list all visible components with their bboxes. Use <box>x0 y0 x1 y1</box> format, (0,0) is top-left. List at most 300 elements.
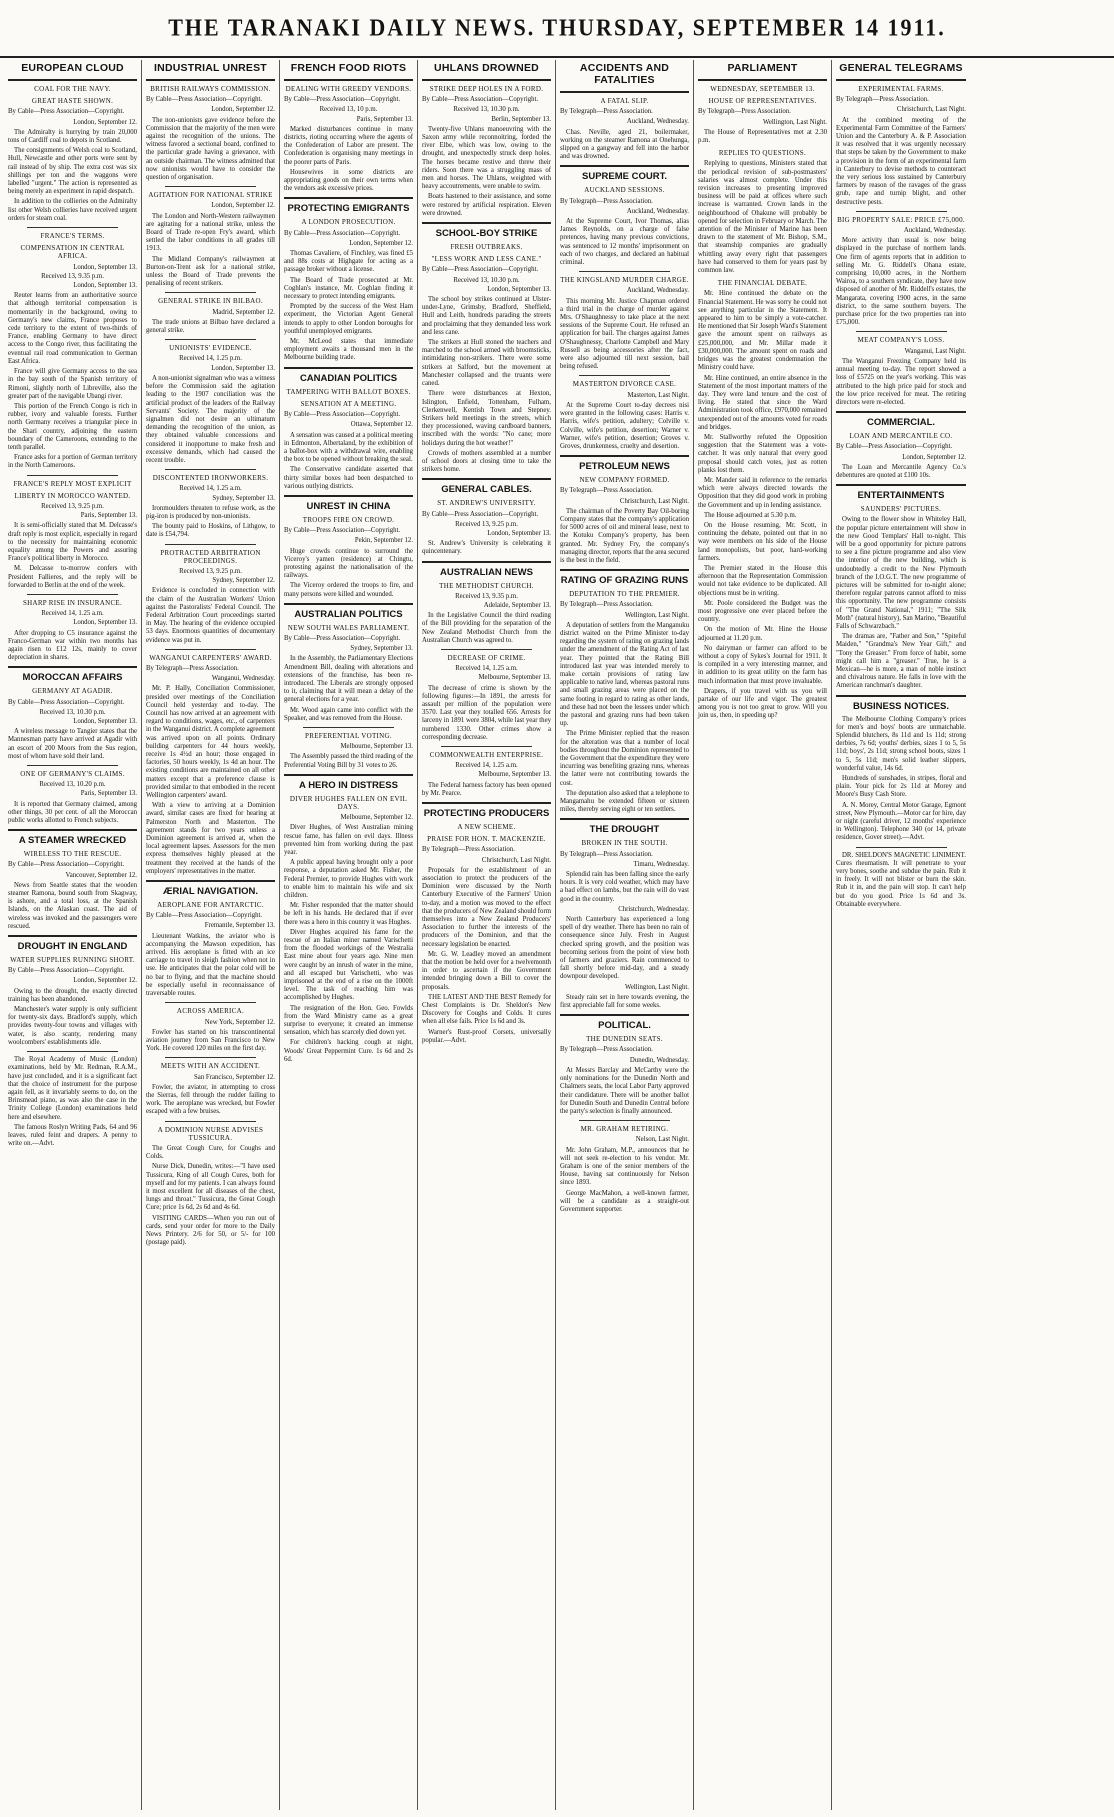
article-paragraph: Mr. Wood again came into conflict with the Speaker, and was removed from the House. <box>284 706 413 722</box>
sub-heading: THE DUNEDIN SEATS. <box>586 1035 663 1044</box>
section-heading: POLITICAL. <box>598 1020 651 1032</box>
dateline: Paris, September 13. <box>356 115 413 123</box>
article-paragraph: France will give Germany access to the sea in the bay south of the Spanish territory of Rimoni, slightly north of Libreville, also the greater part of the navigable Ubangi river. <box>8 368 137 400</box>
sub-heading: FRANCE'S TERMS. <box>40 232 105 241</box>
article-paragraph: The Conservative candidate asserted that thirty similar boxes had been despatched to various outlying districts. <box>284 466 413 490</box>
divider-rule <box>8 666 137 668</box>
article-paragraph: The bounty paid to Hoskins, of Lithgow, to date is £54,794. <box>146 523 275 539</box>
article-paragraph: The Melbourne Clothing Company's prices for men's and boys' boots are unmatchable. Splendid blutchers, 8s 11d and 1s 11d; strong derbies, 7s 6d; youths' derbies, sizes 1 to 5, 5s 11d; boys', 2s 11d; strong school boots, sizes 1 to 5, 5s 11d; men's solid leather slippers, wonderful value, 14s 6d. <box>836 715 966 772</box>
article-paragraph: Mr. Fisher responded that the matter should be left in his hands. He declared that if ever there was a hero in this country it was Hughes. <box>284 902 413 926</box>
received-line: Received 14, 1.25 a.m. <box>41 610 104 618</box>
sub-heading: FRESH OUTBREAKS. <box>450 243 523 252</box>
article-paragraph: The non-unionists gave evidence before the Commission that the majority of the men were against the recognition of the unions. The witness favored a sectional board, confined to the particular grade having a grievance, with an outside chairman. The witness admitted that now unionists would have to consider the question of organisation. <box>146 116 275 182</box>
article-paragraph: A deputation of settlers from the Manganuku district waited on the Prime Minister to-day regarding the system of rating on grazing lands under the amendment of the Rating Act of last year. They pointed that the Rating Bill introduced last year was intended merely to make certain provisions of rating law applicable to native land, whereas pastoral runs and small grazing areas were placed on the same footing in regard to rating as other lands, and these had not been the lessees under which the pastoral and grazing runs had been taken up. <box>560 621 689 728</box>
article-paragraph: The deputation also asked that a telephone to Mangamahu be extended fifteen or sixteen miles, thereby serving eight or ten settlers. <box>560 789 689 814</box>
dateline: London, September 13. <box>211 364 275 372</box>
dateline: Timaru, Wednesday. <box>633 860 689 868</box>
article-paragraph: With a view to arriving at a Dominion award, similar cases are fixed for hearing at Palmerston North and Masterton. The agreement stands for two years unless a Dominion agreement is arrived at, when the local agreement lapses. Assessors for the men express themselves highly pleased at the treatment they received at the hands of the employers' representatives in the matter. <box>146 802 275 875</box>
sub-heading: MASTERTON DIVORCE CASE. <box>572 380 677 389</box>
divider-rule <box>27 475 117 476</box>
section-heading: DROUGHT IN ENGLAND <box>17 941 128 953</box>
sub-heading: PROTRACTED ARBITRATION PROCEEDINGS. <box>160 548 261 565</box>
sub-heading: COMMONWEALTH ENTERPRISE. <box>429 751 544 759</box>
article-paragraph: Manchester's water supply is only sufficient for twenty-six days. Bradford's supply, which provides twenty-four towns and villages with water, is also scanty, rendering many woolcombers' establishments idle. <box>8 1006 137 1046</box>
section-heading: BUSINESS NOTICES. <box>852 700 950 712</box>
section-heading: A STEAMER WRECKED <box>18 835 127 847</box>
divider-rule <box>27 594 117 595</box>
article-paragraph: At Messrs Barclay and McCarthy were the only nominations for the Dunedin North and Chalmers seats, the local Labor Party approved their candidature. There will be another ballot for Dunedin South and Dunedin Central before the party's selection is finally announced. <box>560 1066 689 1115</box>
article-paragraph: Mr. Hine continued, an entire absence in the Statement of the most important matters of the day. They were land tenure and the cost of living. He stated that since the Ward Administration took office, £970,000 remained unexpended out of the amounts voted for roads and bridges. <box>698 374 827 431</box>
sub-heading: WANGANUI CARPENTERS' AWARD. <box>149 653 272 662</box>
article-paragraph: Prompted by the success of the West Ham experiment, the Victorian Agent General intends to apply to other London boroughs for youthful unemployed emigrants. <box>284 303 413 335</box>
divider-rule <box>165 339 255 340</box>
divider-rule <box>560 569 689 571</box>
article-paragraph: The London and North-Western railwaymen are agitating for a national strike, unless the Board of Trade re-open Fry's award, which settled the labor conditions in all grades till 1913. <box>146 212 275 253</box>
article-paragraph: France asks for a portion of German territory in the North Cameroons. <box>8 454 137 470</box>
sub-heading: ST. ANDREW'S UNIVERSITY. <box>437 499 536 508</box>
column-heading: FRENCH FOOD RIOTS <box>290 62 407 74</box>
sub-heading: ONE OF GERMANY'S CLAIMS. <box>20 770 125 779</box>
dateline: New York, September 12. <box>204 1018 275 1026</box>
article-paragraph: Mr. G. W. Leadley moved an amendment that the motion be held over for a twelvemonth in order to ascertain if the Government intended bringing down a Bill to cover the proposals. <box>422 950 551 991</box>
divider-rule <box>560 455 689 457</box>
column-3 <box>280 60 418 1810</box>
dateline: Wellington, Last Night. <box>624 983 689 991</box>
dateline: London, September 13. <box>487 529 551 537</box>
dateline: London, September 12. <box>902 453 966 461</box>
sub-heading: EXPERIMENTAL FARMS. <box>858 85 944 93</box>
sub-heading: SENSATION AT A MEETING. <box>300 399 397 408</box>
dateline: Ottawa, September 12. <box>350 421 413 429</box>
article-paragraph: Chas. Neville, aged 21, boilermaker, working on the steamer Ramona at Onehunga, slipped on a gangway and fell into the harbor and was drowned. <box>560 128 689 161</box>
dateline: London, September 12. <box>73 977 137 985</box>
article-paragraph: The House adjourned at 5.30 p.m. <box>704 511 797 519</box>
article-paragraph: Twenty-five Uhlans manoeuvring with the Saxon army while reconnoitring, forded the river Elbe, which was low, owing to the drought, and unexpectedly struck deep holes. The horses became restive and threw their riders. Soon there was a struggling mass of men and horses. The Uhlans, weighted with heavy accoutrements, were unable to swim. <box>422 125 551 191</box>
article-paragraph: At the combined meeting of the Experimental Farm Committee of the Farmers' Union and the Canterbury A. & P. Association it was resolved that it was urgently necessary that steps be taken by the Government to make a provision in the form of an experimental farm in Canterbury to devise methods to counteract the very serious loss sustained by Canterbury farmers by reason of the ravages of the grass grub, rape and turnip blight, and other destructive pests. <box>836 116 966 206</box>
sub-heading: DEALING WITH GREEDY VENDORS. <box>285 85 412 93</box>
dateline: London, September 12. <box>73 118 137 126</box>
received-line: Received 13, 9.35 p.m. <box>41 272 104 280</box>
article-paragraph: Evidence is concluded in connection with the claim of the Australian Workers' Union against the Pastoralists' Federal Council. The Federal Arbitration Court proceedings started in May. The hearing of the evidence occupied 53 days. Enormous quantities of documentary evidence was put in. <box>146 587 275 644</box>
byline: By Cable—Press Association—Copyright. <box>284 229 401 237</box>
divider-rule <box>441 649 531 650</box>
section-heading: PROTECTING EMIGRANTS <box>287 203 410 215</box>
article-paragraph: Replying to questions, Ministers stated that the periodical revision of sub-postmasters' salaries was almost complete. Under this revision increases to presenting improved business will be paid at offices where such increase is warranted. Crown lands in the neighbourhood of Ohakune will probably be opened for selection in February or March. The attention of the Minister of Marine has been drawn to the statement of Mr. Bishop, S.M., that steamship companies are gradually whittling away every right that passengers have had conserved to them for years past by common law. <box>698 160 827 275</box>
column-heading: ACCIDENTS AND FATALITIES <box>579 62 670 86</box>
divider-rule <box>579 271 669 272</box>
article-paragraph: The Royal Academy of Music (London) examinations, held by Mr. Redman, R.A.M., have just concluded, and it is a significant fact that the choice of instrument for the purpose again fell, as it invariably seems to do, on the Brinsmead piano, as was also the case in the Trinity College (London) examinations held here and elsewhere. <box>8 1056 137 1121</box>
section-heading: SUPREME COURT. <box>582 171 667 183</box>
sub-heading: SAUNDERS' PICTURES. <box>860 505 942 514</box>
article-paragraph: Mr. P. Hally, Conciliation Commissioner, presided over meetings of the Conciliation Council held yesterday and to-day. The Council has now arrived at an agreement with regard to conditions, wages, etc., of carpenters in the Wanganui district. A complete agreement was arrived upon on all points. Ordinary building carpenters for 44 hours weekly, receive 1s 4½d an hour; those engaged in factories, 50 hours weekly, 1s 4d an hour. The existing conditions are maintained on all other matters except that a preference clause is provided similar to that embodied in the recent Wellington carpenters' award. <box>146 685 275 800</box>
article-paragraph: THE LATEST AND THE BEST Remedy for Chest Complaints is Dr. Sheldon's New Discovery for Coughs and Colds. It cures when all else fails. Price 1s 6d and 3s. <box>422 993 551 1026</box>
byline: By Cable—Press Association—Copyright. <box>422 96 539 104</box>
dateline: San Francisco, September 12. <box>194 1073 275 1081</box>
article-paragraph: It is reported that Germany claimed, among other things, 30 per cent. of all the Moroccan public works allotted to French subjects. <box>8 800 137 825</box>
sub-heading: NEW COMPANY FORMED. <box>579 476 670 485</box>
sub-heading: LOAN AND MERCANTILE CO. <box>849 432 953 441</box>
divider-rule <box>165 186 255 187</box>
divider-rule <box>560 165 689 167</box>
article-paragraph: The Midland Company's railwaymen at Burton-on-Trent ask for a national strike, unless the Board of Trade prevents the penalising of recent strikers. <box>146 255 275 288</box>
byline: By Telegraph—Press Association. <box>422 846 515 854</box>
article-paragraph: Steady rain set in here towards evening, the first appreciable fall for some weeks. <box>560 993 689 1010</box>
divider-rule <box>284 197 413 199</box>
sub-heading: COAL FOR THE NAVY. <box>34 85 111 93</box>
article-paragraph: The Federal harness factory has been opened by Mr. Pearce. <box>422 781 551 797</box>
newspaper-columns <box>4 60 1110 1810</box>
dateline: London, September 12. <box>211 202 275 210</box>
dateline: London, September 13. <box>487 285 551 293</box>
article-paragraph: Owing to the drought, the exactly directed training has been abandoned. <box>8 987 137 1003</box>
dateline: Auckland, Wednesday. <box>626 207 689 215</box>
sub-heading: STRIKE DEEP HOLES IN A FORD. <box>429 85 544 93</box>
article-paragraph: The consignments of Welsh coal to Scotland, Hull, Newcastle and other ports were sent by rail instead of by ship. The extra cost was six shillings per ton and the waggons were labelled "urgent." The action is represented as being merely an experiment in rapid despatch. <box>8 147 137 196</box>
article-paragraph: No dairyman or farmer can afford to be without a copy of Sykes's Journal for 1911. It is compiled in a very interesting manner, and in addition to its great utility on the farm has much information that must prove invaluable. <box>698 644 827 685</box>
dateline: Auckland, Wednesday. <box>903 227 966 235</box>
article-paragraph: Mr. Mander said in reference to the remarks which were always directed towards the Opposition that they did good work in probing the Government and up in lending assistance. <box>698 476 827 509</box>
dateline: Christchurch, Last Night. <box>896 106 966 114</box>
article-paragraph: DR. SHELDON'S MAGNETIC LINIMENT. Cures rheumatism. It will penetrate to your very bones, soothe and subdue the pain. Rub it in freely. It will not blister or burn the skin. Rub it in, and the pain will stop. It can't help but do you good. Price 1s 6d and 3s. Obtainable everywhere. <box>836 851 966 908</box>
sub-heading: HOUSE OF REPRESENTATIVES. <box>708 97 817 106</box>
sub-heading: A FATAL SLIP. <box>600 97 649 105</box>
article-paragraph: The Wanganui Freezing Company held its annual meeting to-day. The report showed a loss of £5725 on the year's working. This was attributed to the high price paid for stock and the low price received for meat. The retiring directors were re-elected. <box>836 357 966 406</box>
dateline: Auckland, Wednesday. <box>626 287 689 295</box>
sub-heading: DEPUTATION TO THE PREMIER. <box>569 590 680 599</box>
heading-rule <box>146 79 275 81</box>
divider-rule <box>27 765 117 766</box>
section-heading: PROTECTING PRODUCERS <box>423 808 550 820</box>
sub-heading: FRANCE'S REPLY MOST EXPLICIT <box>13 479 132 488</box>
divider-rule <box>422 561 551 563</box>
dateline: Paris, September 13. <box>80 790 137 798</box>
sub-heading: A NEW SCHEME. <box>457 823 516 832</box>
received-line: Received 14, 1.25 a.m. <box>179 485 242 493</box>
sub-heading: MEAT COMPANY'S LOSS. <box>857 336 945 345</box>
dateline: Wanganui, Wednesday. <box>211 675 275 683</box>
divider-rule <box>579 1120 669 1121</box>
sub-heading: THE FINANCIAL DEBATE. <box>717 279 808 288</box>
byline: By Cable—Press Association—Copyright. <box>284 634 401 642</box>
byline: By Cable—Press Association—Copyright. <box>284 96 401 104</box>
divider-rule <box>303 727 393 728</box>
article-paragraph: The Premier stated in the House this afternoon that the Representation Commission would not take evidence to be duplicated. All objections must be in writing. <box>698 564 827 597</box>
article-paragraph: The strikers at Hull stoned the teachers and marched to the school armed with broomsticks, intimidating non-strikers. There were some strikers at Salford, but the movement at Manchester collapsed and the truants were caned. <box>422 339 551 388</box>
heading-rule <box>8 79 137 81</box>
article-paragraph: For children's hacking cough at night, Woods' Great Peppermint Cure. 1s 6d and 2s 6d. <box>284 1039 413 1063</box>
article-paragraph: The decrease of crime is shown by the following figures:—In 1891, the arrests for assault per million of the population were 3570. Last year they totalled 656. Arrests for larceny in 1891 were 3804, while last year they numbered 1330. Other crimes show a corresponding decrease. <box>422 684 551 741</box>
article-paragraph: More activity than usual is now being displayed in the purchase of northern lands. One firm of agents reports that in addition to selling Mr. G. Riddell's Ohana estate, comprising 10,000 acres, in the Northern Wairoa, to a southern syndicate, they have now disposed of another of Mr. Riddell's estates, the Mangarata, covering 1900 acres, in the same district, to the same southern buyers. The purchase price for the two properties ran into £75,000. <box>836 237 966 327</box>
divider-rule <box>836 695 966 697</box>
article-paragraph: This portion of the French Congo is rich in rubber, ivory and valuable forests. Further north Germany receives a triangular piece in the Shari country, adjoining the eastern boundary of the Cameroons, extending to the tenth parallel. <box>8 402 137 451</box>
section-heading: UNREST IN CHINA <box>306 500 391 512</box>
divider-rule <box>560 1014 689 1016</box>
dateline: Vancouver, September 12. <box>65 871 137 879</box>
dateline: Melbourne, September 13. <box>478 674 551 682</box>
article-paragraph: Warner's Rust-proof Corsets, universally popular.—Advt. <box>422 1028 551 1044</box>
divider-rule <box>284 495 413 497</box>
dateline: Wellington, Last Night. <box>762 118 827 126</box>
sub-heading: AEROPLANE FOR ANTARCTIC. <box>157 901 264 910</box>
dateline: Melbourne, September 13. <box>340 743 413 751</box>
sub-heading: ACROSS AMERICA. <box>176 1007 245 1016</box>
article-paragraph: The House of Representatives met at 2.30 p.m. <box>698 128 827 145</box>
divider-rule <box>8 829 137 831</box>
article-paragraph: The Admiralty is hurrying by train 20,000 tons of Cardiff coal to depots in Scotland. <box>8 128 137 145</box>
received-line: Received 13, 9.25 p.m. <box>41 502 104 510</box>
divider-rule <box>165 649 255 650</box>
article-paragraph: Drapers, if you travel with us you will partake of our life and vigor. The greatest among you is not too great to grow. Will you join us, then, in speeding up? <box>698 687 827 720</box>
article-paragraph: In the Assembly, the Parliamentary Elections Amendment Bill, dealing with alterations and extensions of the franchise, has been re-introduced. The Liberals are strongly opposed to it, claiming that it will mean a delay of the general elections for a year. <box>284 655 413 704</box>
byline: By Cable—Press Association—Copyright. <box>422 510 539 518</box>
article-paragraph: Lieutenant Watkins, the aviator who is accompanying the Mawson expedition, has arrived. His aeroplane is fitted with an ice carriage to travel in sleigh fashion when not in use. He anticipates that the polar cold will be no bar to flying, and that the machine should be especially useful in reconnaissance of traversable routes. <box>146 932 275 998</box>
dateline: Berlin, September 13. <box>491 115 551 123</box>
sub-heading: UNIONISTS' EVIDENCE. <box>169 344 252 353</box>
byline: By Cable—Press Association—Copyright. <box>8 108 125 116</box>
column-7 <box>832 60 970 1810</box>
section-heading: AUSTRALIAN NEWS <box>440 566 533 578</box>
divider-rule <box>422 802 551 804</box>
dateline: Adelaide, September 13. <box>483 601 551 609</box>
sub-heading: BIG PROPERTY SALE: PRICE £75,000. <box>837 215 965 224</box>
dateline: Christchurch, Last Night. <box>619 497 689 505</box>
sub-heading: "LESS WORK AND LESS CANE." <box>431 255 542 264</box>
divider-rule <box>284 603 413 605</box>
received-line: Received 13, 9.25 p.m. <box>455 520 518 528</box>
article-paragraph: After dropping to C5 insurance against the Franco-German war within two months has again risen to £12 12s, mainly to cover depreciation in shares. <box>8 629 137 662</box>
newspaper-title: THE TARANAKI DAILY NEWS. THURSDAY, SEPTEMBER 14 1911. <box>168 13 946 42</box>
dateline: Masterton, Last Night. <box>627 391 689 399</box>
section-heading: MOROCCAN AFFAIRS <box>22 672 123 684</box>
sub-heading: LIBERTY IN MOROCCO WANTED. <box>14 491 131 500</box>
divider-rule <box>8 935 137 937</box>
column-5 <box>556 60 694 1810</box>
divider-rule <box>579 375 669 376</box>
divider-rule <box>560 818 689 820</box>
article-paragraph: North Canterbury has experienced a long spell of dry weather. There has been no rain of consequence since July. Fresh in August checked spring growth, and the position was becoming serious from the point of view both of farmers and graziers. Rain commenced to fall shortly before mid-day, and a steady downpour developed. <box>560 916 689 981</box>
article-paragraph: Nurse Dick, Dunedin, writes:—"I have used Tussicura, King of all Cough Cures, both for myself and for my patients. I can always found it most excellent for all diseases of the chest, lungs and throat." Tussicura, the Great Cough Cure; price 1s 6d, 2s 6d and 4s 6d. <box>146 1163 275 1212</box>
article-paragraph: The Board of Trade prosecuted at Mr. Coghlan's instance, Mr. Coghlan finding it necessary to protect intending emigrants. <box>284 276 413 301</box>
divider-rule <box>165 1057 255 1058</box>
heading-rule <box>422 79 551 81</box>
divider-rule <box>856 211 947 212</box>
dateline: Sydney, September 13. <box>350 645 413 653</box>
sub-heading: A LONDON PROSECUTION. <box>301 218 396 227</box>
byline: By Cable—Press Association—Copyright. <box>146 912 263 920</box>
article-paragraph: The Viceroy ordered the troops to fire, and many persons were killed and wounded. <box>284 582 413 598</box>
byline: By Telegraph—Press Association. <box>836 96 929 104</box>
dateline: Nelson, Last Night. <box>635 1136 689 1144</box>
article-paragraph: On the motion of Mr. Hine the House adjourned at 11.20 p.m. <box>698 626 827 642</box>
received-line: Received 13, 10.20 p.m. <box>39 781 106 789</box>
byline: By Cable—Press Association—Copyright. <box>422 266 539 274</box>
section-heading: COMMERCIAL. <box>866 417 936 429</box>
article-paragraph: The trade unions at Bilbao have declared a general strike. <box>146 318 275 335</box>
dateline: Melbourne, September 12. <box>340 814 413 822</box>
section-heading: PETROLEUM NEWS <box>579 461 670 473</box>
sub-heading: MEETS WITH AN ACCIDENT. <box>160 1062 261 1071</box>
divider-rule <box>856 847 947 848</box>
dateline: London, September 12. <box>211 106 275 114</box>
dateline: London, September 12. <box>349 239 413 247</box>
article-paragraph: Fowler, the aviator, in attempting to cross the Sierras, fell through the rudder failing to work. The aeroplane was wrecked, but Fowler escaped with a few bruises. <box>146 1083 275 1116</box>
divider-rule <box>836 411 966 413</box>
article-paragraph: Splendid rain has been falling since the early hours. It is very cold weather, which may have a bad effect on lambs, but the rain will do vast good in the country. <box>560 871 689 903</box>
article-paragraph: Mr. Poole considered the Budget was the most progressive one ever placed before the country. <box>698 599 827 624</box>
sub-heading: GERMANY AT AGADIR. <box>32 687 113 696</box>
divider-rule <box>146 880 275 882</box>
sub-heading: BRITISH RAILWAYS COMMISSION. <box>150 85 271 93</box>
byline: By Telegraph—Press Association. <box>560 197 653 205</box>
article-paragraph: Mr. Hine continued the debate on the Financial Statement. He was sorry he could not see anything particular in the Statement. It appeared to him to be simply a vote-catcher. He mentioned that Sir Joseph Ward's Statement gave the amount spent on railways as £25,000,000, and Mr. Millar made it £30,000,000. The amount spent on roads and bridges was the greatest condemnation the Ministry could have. <box>698 290 827 372</box>
sub-heading: PREFERENTIAL VOTING. <box>305 731 392 740</box>
sub-heading: BROKEN IN THE SOUTH. <box>581 839 668 848</box>
sub-heading: MR. GRAHAM RETIRING. <box>580 1125 669 1134</box>
article-paragraph: The Prime Minister replied that the reason for the alteration was that a number of local bodies throughout the Dominion represented to the Government that the expenditure they were incurring was benefiting grazing runs, whereas the latter were not contributing towards the cost. <box>560 730 689 787</box>
heading-rule <box>698 79 827 81</box>
received-line: Received 14, 1.25 p.m. <box>179 355 242 363</box>
section-heading: GENERAL CABLES. <box>441 484 532 496</box>
byline: By Telegraph—Press Association. <box>560 850 653 858</box>
dateline: Paris, September 13. <box>80 512 137 520</box>
article-paragraph: A. N. Morey, Central Motor Garage, Egmont street, New Plymouth.—Motor car for hire, day or night (careful driver, 12 months' experience in Wellington). Telephone 340 (or 14, private residence, Gover street).—Advt. <box>836 801 966 842</box>
dateline: London, September 13. <box>73 263 137 271</box>
article-paragraph: A public appeal having brought only a poor response, a deputation asked Mr. Fisher, the Federal Premier, to provide Hughes with work to enable him to maintain his wife and six children. <box>284 859 413 900</box>
sub-heading: TAMPERING WITH BALLOT BOXES. <box>286 387 411 396</box>
dateline: London, September 13. <box>73 718 137 725</box>
article-paragraph: Mr. John Graham, M.P., announces that he will not seek re-election to his vendor. Mr. Graham is one of the senior members of the House, having sat continuously for Nelson since 1893. <box>560 1146 689 1187</box>
article-paragraph: Mr. McLeod states that immediate employment awaits a thousand men in the Melbourne building trade. <box>284 338 413 362</box>
divider-rule <box>165 292 255 293</box>
column-1 <box>4 60 142 1810</box>
divider-rule <box>284 774 413 776</box>
column-heading: UHLANS DROWNED <box>434 62 539 74</box>
article-paragraph: Huge crowds continue to surround the Viceroy's yamen (residence) at Chingtu, protesting against the nationalisation of the railways. <box>284 547 413 580</box>
article-paragraph: A wireless message to Tangier states that the Mannesman party have arrived at Agadir with an escort of 200 Moors from the Sus region, most of whom have sold their land. <box>8 728 137 760</box>
article-paragraph: George MacMahon, a well-known farmer, will be a candidate as a straight-out Government supporter. <box>560 1189 689 1213</box>
article-paragraph: At the Supreme Court to-day decrees nisi were granted in the following cases: Harris v. Harris, wife's petition, adultery; Colville v. Colville, wife's petition, desertion; Warner v. Warner, wife's petition, desertion; Groves v. Groves, drunkenness, cruelty and desertion. <box>560 401 689 450</box>
article-paragraph: At the Supreme Court, Ivor Thomas, alias James Reynolds, on a charge of false pretences, having many previous convictions, was sentenced to 12 months' imprisonment on each of two charges, and declared an habitual criminal. <box>560 218 689 267</box>
heading-rule <box>560 91 689 93</box>
article-paragraph: Ironmoulders threaten to refuse work, as the pig-iron is produced by non-unionists. <box>146 504 275 520</box>
sub-heading: WEDNESDAY, SEPTEMBER 13. <box>710 85 815 93</box>
article-paragraph: In addition to the collieries on the Admiralty list other Welsh collieries have received urgent orders for steam coal. <box>8 198 137 222</box>
dateline: London, September 13. <box>73 282 137 290</box>
section-heading: THE DROUGHT <box>589 824 660 836</box>
column-heading: INDUSTRIAL UNREST <box>154 62 267 74</box>
sub-heading: PRAISE FOR HON. T. MACKENZIE. <box>427 835 546 844</box>
dateline: Melbourne, September 13. <box>478 771 551 779</box>
divider-rule <box>165 544 255 545</box>
sub-heading: TROOPS FIRE ON CROWD. <box>302 515 395 524</box>
sub-heading: GENERAL STRIKE IN BILBAO. <box>158 297 263 306</box>
article-paragraph: Diver Hughes acquired his fame for the rescue of an Italian miner named Varischetti from the flooded workings of the Westralia East mine about four years ago. Nine men were caught by an inrush of water in the mine, and all escaped but Varischetti, who was imprisoned at the end of a rise on the 1000ft level. The task of reaching him was accomplished by Hughes. <box>284 928 413 1002</box>
sub-heading: A DOMINION NURSE ADVISES TUSSICURA. <box>157 1125 264 1142</box>
section-heading: SCHOOL-BOY STRIKE <box>435 228 538 240</box>
article-paragraph: The school boy strikes continued at Ulster-under-Lyne, Grimsby, Bradford, Sheffield, Hull and Leith, hundreds parading the streets and proclaiming that they demanded less work and less cane. <box>422 296 551 336</box>
column-heading: PARLIAMENT <box>727 62 798 74</box>
article-paragraph: It is semi-officially stated that M. Delcasse's draft reply is most explicit, especially in regard to the necessity for maintaining economic equality among the Powers and assuring France's political liberty in Morocco. <box>8 522 137 563</box>
sub-heading: NEW SOUTH WALES PARLIAMENT. <box>287 623 410 632</box>
divider-rule <box>422 478 551 480</box>
article-paragraph: Marked disturbances continue in many districts, rioting occurring where the agents of the Confederation of Labor are present. The Confederation is organising many meetings in the poorer parts of Paris. <box>284 125 413 166</box>
article-paragraph: The resignation of the Hon. Geo. Fowlds from the Ward Ministry came as a great surprise to everyone; it created an immense sensation, which has scarcely died down yet. <box>284 1004 413 1037</box>
divider-rule <box>165 469 255 470</box>
byline: By Telegraph—Press Association. <box>560 601 653 609</box>
masthead <box>0 0 1114 58</box>
column-4 <box>418 60 556 1810</box>
byline: By Telegraph—Press Association. <box>560 1046 653 1054</box>
byline: By Telegraph—Press Association. <box>146 664 239 672</box>
article-paragraph: Housewives in some districts are appropriating goods on their own terms when the vendors ask excessive prices. <box>284 168 413 193</box>
article-paragraph: The famous Roslyn Writing Pads, 64 and 96 leaves, ruled feint and drapers. A penny to write on.—Advt. <box>8 1123 137 1148</box>
dateline: Sydney, September 12. <box>212 577 275 585</box>
sub-heading: DIVER HUGHES FALLEN ON EVIL DAYS. <box>289 794 408 811</box>
column-2 <box>142 60 280 1810</box>
byline: By Telegraph—Press Association. <box>560 108 653 116</box>
sub-heading: DECREASE OF CRIME. <box>447 653 526 662</box>
sub-heading: WIRELESS TO THE RESCUE. <box>23 850 122 859</box>
article-paragraph: Boats hastened to their assistance, and some were restored by artificial respiration. Eleven were drowned. <box>422 193 551 217</box>
dateline: Wanganui, Last Night. <box>904 347 966 355</box>
byline: By Cable—Press Association—Copyright. <box>284 527 401 535</box>
section-heading: ÆRIAL NAVIGATION. <box>163 886 258 898</box>
byline: By Cable—Press Association—Copyright. <box>284 411 401 419</box>
sub-heading: THE METHODIST CHURCH. <box>439 581 534 590</box>
dateline: Christchurch, Wednesday. <box>618 905 689 913</box>
article-paragraph: The chairman of the Poverty Bay Oil-boring Company states that the company's application for 5000 acres of oil and mineral lease, next to the Kotuku Company's property, has been granted. Mr. Sydney Fry, the company's managing director, reports that the area secured is the best in the field. <box>560 507 689 564</box>
received-line: Received 13, 9.35 p.m. <box>455 592 518 600</box>
byline: By Telegraph—Press Association. <box>698 108 791 116</box>
sub-heading: WATER SUPPLIES RUNNING SHORT. <box>10 956 135 965</box>
article-paragraph: VISITING CARDS—When you run out of cards, send your order for more to the Daily News Printery. 2/6 for 50, or 5/- for 100 (postage paid). <box>146 1214 275 1247</box>
article-paragraph: Owing to the flower show in Whiteley Hall, the popular picture entertainment will show in the new Good Templars' Hall to-night. This will be a good opportunity for picture patrons to see a fine picture programme and also view the interior of the new building, which is undoubtedly a credit to the New Plymouth branch of the I.O.G.T. The new programme of pictures will be submitted for to-night alone; therefore regular patrons cannot afford to miss this opportunity. The new programme consists of "The Grand National," 1911; "The Silk Moth" (natural history), San Marino, "Beautiful Falls of Schwarzbach." <box>836 516 966 630</box>
article-paragraph: Hundreds of sunshades, in stripes, floral and plain. Your pick for 2s 11d at Morey and Moore's Busy Cash Store. <box>836 775 966 799</box>
article-paragraph: There were disturbances at Hexton, Islington, Enfield, Tottenham, Fulham, Clerkenwell, Kentish Town and Stepney. Strikers held meetings in the streets, which they processioned, waving cardboard banners, inscribed with the words: "No cane; more holidays during the hot weather!" <box>422 390 551 447</box>
sub-heading: AUCKLAND SESSIONS. <box>584 186 665 195</box>
byline: By Cable—Press Association—Copyright. <box>8 967 125 975</box>
byline: By Cable—Press Association—Copyright. <box>8 698 125 706</box>
dateline: London, September 13. <box>73 619 137 627</box>
article-paragraph: The Great Cough Cure, for Coughs and Colds. <box>146 1144 275 1161</box>
article-paragraph: Reuter learns from an authoritative source that although territorial compensation is momentarily in the background, owing to Germany's new claims, France proposes to cede territory to the extent of two-thirds of France, enabling Germany to have direct access to the Congo river, thus facilitating the eventual rail road communication to German East Africa. <box>8 292 137 365</box>
sub-heading: AGITATION FOR NATIONAL STRIKE <box>148 191 273 200</box>
sub-heading: SHARP RISE IN INSURANCE. <box>22 598 123 607</box>
byline: By Cable—Press Association—Copyright. <box>146 96 263 104</box>
section-heading: RATING OF GRAZING RUNS <box>560 575 689 587</box>
divider-rule <box>441 746 531 747</box>
dateline: Fremantle, September 13. <box>204 922 275 930</box>
article-paragraph: Fowler has started on his transcontinental aviation journey from San Francisco to New York. He covered 120 miles on the first day. <box>146 1028 275 1053</box>
article-paragraph: Diver Hughes, of West Australian mining rescue fame, has fallen on evil days. Illness prevented him from working during the past year. <box>284 824 413 857</box>
divider-rule <box>856 331 947 332</box>
divider-rule <box>165 1121 255 1122</box>
heading-rule <box>836 79 966 81</box>
dateline: Auckland, Wednesday. <box>626 118 689 126</box>
sub-heading: REPLIES TO QUESTIONS. <box>718 149 807 158</box>
article-paragraph: M. Delcasse to-morrow confers with President Fallieres, and the reply will be forwarded to Berlin at the end of the week. <box>8 565 137 589</box>
article-paragraph: On the House resuming, Mr. Scott, in continuing the debate, pointed out that in no way were members on his side of the House land monopolists, but poor, hard-working farmers. <box>698 521 827 562</box>
sub-heading: COMPENSATION IN CENTRAL AFRICA. <box>20 244 125 261</box>
received-line: Received 14, 1.25 a.m. <box>455 762 518 770</box>
article-paragraph: Crowds of mothers assembled at a number of school doors at closing time to take the strikers home. <box>422 449 551 474</box>
article-paragraph: News from Seattle states that the wooden steamer Ramona, bound south from Skagway, is ashore, and a total loss, at the Spanish Islands, on the Alaskan coast. The aid of wireless was invoked and the passengers were rescued. <box>8 881 137 930</box>
column-6 <box>694 60 832 1810</box>
article-paragraph: In the Legislative Council the third reading of the Bill providing for the separation of the New Zealand Methodist Church from the Australian Church was agreed to. <box>422 612 551 644</box>
byline: By Cable—Press Association—Copyright. <box>836 443 953 451</box>
byline: By Telegraph—Press Association. <box>560 487 653 495</box>
article-paragraph: A non-unionist signalman who was a witness before the Commission said the agitation leading to the 1907 conciliation was the artificial product of the leaders of the Railway Servants' Society. The majority of the signalmen did not desire an ultimatum demanding the recognition of the union, as they obtained valuable concessions and considered it inopportune to make fresh and excessive demands, which had caused the recent trouble. <box>146 374 275 464</box>
